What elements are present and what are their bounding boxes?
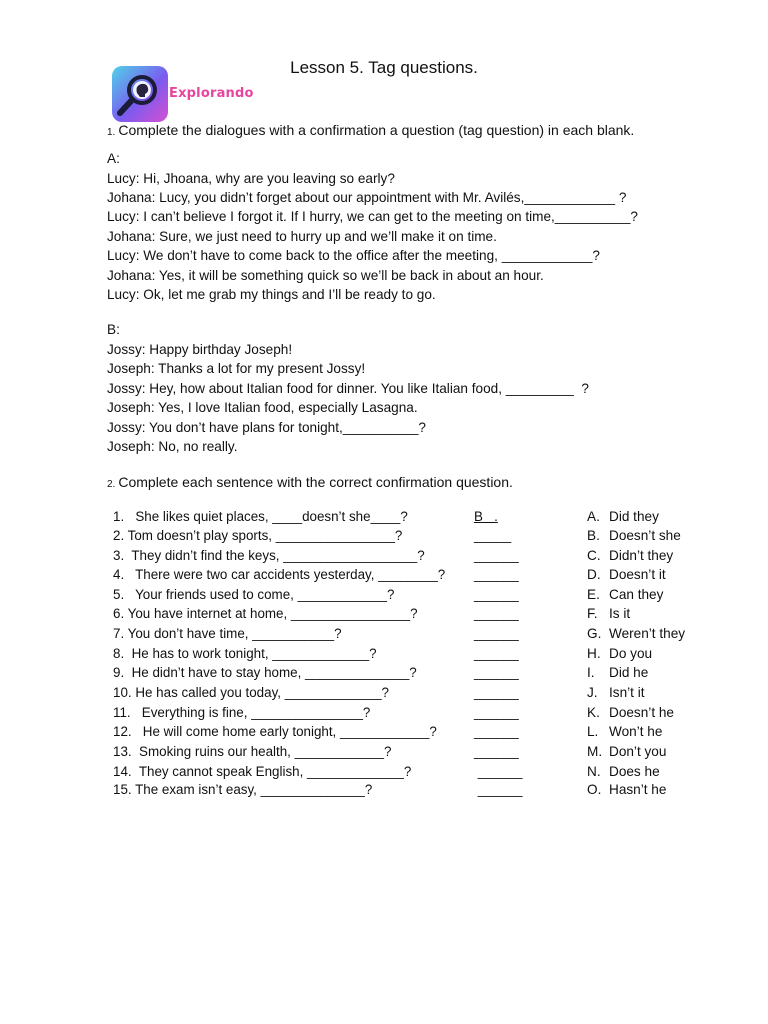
answer-blank[interactable]: ______	[474, 724, 519, 739]
option-item	[587, 723, 662, 741]
option-letter: D.	[587, 567, 601, 582]
exercise-item: 14. They cannot speak English, _____________?	[113, 764, 412, 779]
section2-instruction-text: Complete each sentence with the correct confirmation question.	[118, 474, 513, 490]
exercise-item: 12. He will come home early tonight, ____________?	[113, 724, 437, 739]
option-item	[587, 566, 666, 584]
dialogue-a-line: Lucy: Hi, Jhoana, why are you leaving so early?	[107, 171, 395, 186]
option-item	[587, 781, 666, 799]
exercise-item: 7. You don’t have time, ___________?	[113, 626, 342, 641]
option-letter: B.	[587, 528, 600, 543]
exercise-item: 5. Your friends used to come, ____________?	[113, 587, 395, 602]
dialogue-b-line: Joseph: No, no really.	[107, 439, 238, 454]
exercise-item: 13. Smoking ruins our health, ____________?	[113, 744, 392, 759]
answer-blank[interactable]: ______	[474, 567, 519, 582]
option-item	[587, 508, 659, 526]
dialogue-b-line: Jossy: Happy birthday Joseph!	[107, 342, 293, 357]
answer-blank[interactable]: _____	[474, 528, 512, 543]
option-text: Doesn’t it	[609, 567, 666, 582]
exercise-item: 3. They didn’t find the keys, __________________?	[113, 548, 425, 563]
answer-blank[interactable]: ______	[474, 606, 519, 621]
option-item	[587, 645, 652, 663]
option-text: Hasn’t he	[609, 782, 667, 797]
dialogue-b-line: Jossy: You don’t have plans for tonight,__________?	[107, 420, 426, 435]
option-letter: M.	[587, 744, 603, 759]
option-letter: O.	[587, 782, 602, 797]
exercise-item: 10. He has called you today, _____________?	[113, 685, 389, 700]
option-letter: F.	[587, 606, 598, 621]
answer-blank[interactable]: ______	[474, 744, 519, 759]
option-text: Didn’t they	[609, 548, 674, 563]
dialogue-a-line: Johana: Sure, we just need to hurry up and we’ll make it on time.	[107, 229, 497, 244]
answer-blank[interactable]: ______	[474, 764, 523, 779]
option-item	[587, 704, 674, 722]
dialogue-a-line: Lucy: Ok, let me grab my things and I’ll be ready to go.	[107, 287, 436, 302]
option-text: Doesn’t she	[609, 528, 681, 543]
section1-instruction-text: Complete the dialogues with a confirmation a question (tag question) in each blank.	[118, 122, 635, 138]
exercise-item: 2. Tom doesn’t play sports, ________________?	[113, 528, 403, 543]
option-text: Isn’t it	[609, 685, 645, 700]
answer-blank[interactable]: ______	[474, 646, 519, 661]
dialogue-a-line: Lucy: I can’t believe I forgot it. If I hurry, we can get to the meeting on time,__________?	[107, 209, 638, 224]
exercise-item: 1. She likes quiet places, ____doesn’t she____?	[113, 509, 408, 524]
section1-number: 1.	[107, 127, 116, 138]
option-item	[587, 763, 660, 781]
answer-blank[interactable]	[474, 508, 498, 526]
answer-blank[interactable]: ______	[474, 782, 523, 797]
dialogue-a-line: Johana: Lucy, you didn’t forget about our appointment with Mr. Avilés,____________ ?	[107, 190, 627, 205]
option-item	[587, 664, 648, 682]
dialogue-b-line: Joseph: Thanks a lot for my present Jossy!	[107, 361, 366, 376]
exercise-item: 8. He has to work tonight, _____________?	[113, 646, 377, 661]
option-text: Doesn’t he	[609, 705, 674, 720]
answer-blank[interactable]: ______	[474, 705, 519, 720]
option-text: Won’t he	[609, 724, 663, 739]
answer-blank[interactable]: ______	[474, 548, 519, 563]
page-title: Lesson 5. Tag questions.	[290, 58, 478, 77]
option-letter: G.	[587, 626, 602, 641]
dialogue-a-label: A:	[107, 151, 120, 166]
section2-number: 2.	[107, 479, 116, 490]
exercise-item: 4. There were two car accidents yesterday, ________?	[113, 567, 446, 582]
exercise-item: 6. You have internet at home, ________________?	[113, 606, 418, 621]
option-item	[587, 586, 663, 604]
section2-instruction	[107, 473, 513, 494]
option-letter: J.	[587, 685, 598, 700]
option-text: Can they	[609, 587, 664, 602]
option-letter: K.	[587, 705, 600, 720]
answer-blank[interactable]: ______	[474, 685, 519, 700]
option-letter: C.	[587, 548, 601, 563]
option-letter: N.	[587, 764, 601, 779]
option-text: Does he	[609, 764, 660, 779]
exercise-item: 11. Everything is fine, _______________?	[113, 705, 371, 720]
option-text: Did he	[609, 665, 649, 680]
option-letter: I.	[587, 665, 595, 680]
option-text: Is it	[609, 606, 631, 621]
option-item	[587, 684, 645, 702]
answer-suffix: .	[482, 509, 498, 524]
answer-blank[interactable]: ______	[474, 665, 519, 680]
option-text: Weren’t they	[609, 626, 686, 641]
option-item	[587, 527, 681, 545]
option-item	[587, 625, 685, 643]
option-letter: E.	[587, 587, 600, 602]
dialogue-a-line: Johana: Yes, it will be something quick so we’ll be back in about an hour.	[107, 268, 544, 283]
dialogue-b-line: Jossy: Hey, how about Italian food for dinner. You like Italian food, _________ ?	[107, 381, 589, 396]
answer-value: B	[474, 509, 483, 524]
option-letter: A.	[587, 509, 600, 524]
section1-instruction	[107, 121, 634, 142]
option-item	[587, 605, 630, 623]
option-item	[587, 547, 673, 565]
answer-blank[interactable]: ______	[474, 626, 519, 641]
dialogue-b-line: Joseph: Yes, I love Italian food, especially Lasagna.	[107, 400, 418, 415]
logo-text: Explorando	[169, 86, 254, 101]
option-text: Do you	[609, 646, 653, 661]
option-item	[587, 743, 666, 761]
option-letter: H.	[587, 646, 601, 661]
exercise-item: 9. He didn’t have to stay home, ______________?	[113, 665, 417, 680]
option-letter: L.	[587, 724, 599, 739]
dialogue-b-label: B:	[107, 322, 120, 337]
exercise-item: 15. The exam isn’t easy, ______________?	[113, 782, 373, 797]
option-text: Don’t you	[609, 744, 667, 759]
option-text: Did they	[609, 509, 659, 524]
answer-blank[interactable]: ______	[474, 587, 519, 602]
dialogue-a-line: Lucy: We don’t have to come back to the office after the meeting, ____________?	[107, 248, 600, 263]
